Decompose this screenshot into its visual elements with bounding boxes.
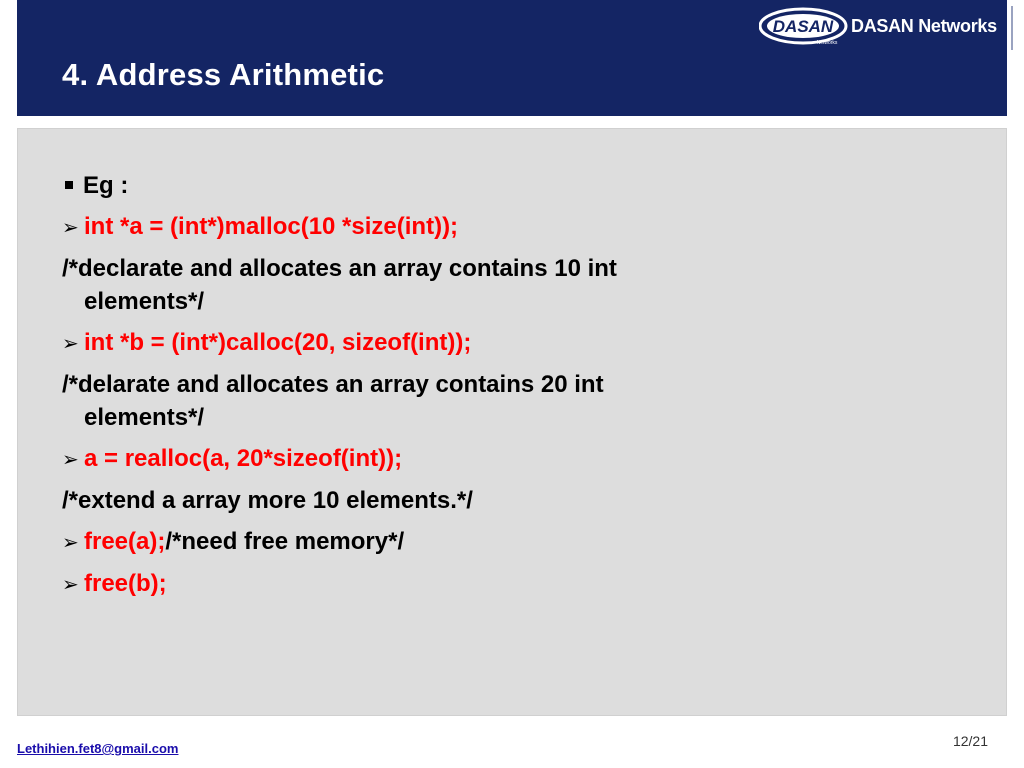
arrow-bullet-icon: ➢: [62, 572, 79, 596]
arrow-bullet-icon: ➢: [62, 215, 79, 239]
comment-2: [62, 368, 762, 434]
dasan-logo-mark: [759, 6, 851, 46]
comment-2-second: elements*/: [84, 404, 205, 431]
comment-3: /*extend a array more 10 elements.*/: [62, 487, 473, 514]
list-item-code-1: [62, 210, 762, 244]
eg-label: Eg :: [83, 172, 129, 199]
arrow-bullet-icon: ➢: [62, 331, 79, 355]
company-logo: [759, 6, 1007, 48]
slide-content: [17, 128, 1007, 716]
arrow-bullet-icon: ➢: [62, 447, 79, 471]
comment-2-first: /*delarate and allocates an array contains 20 int: [62, 371, 604, 398]
code-line-4-comment: /*need free memory*/: [165, 528, 405, 555]
code-line-4: free(a);: [84, 528, 166, 555]
code-line-1: int *a = (int*)malloc(10 *size(int));: [84, 213, 459, 240]
slide-title: 4. Address Arithmetic: [62, 57, 385, 92]
list-item-code-2: [62, 326, 762, 360]
code-line-3: a = realloc(a, 20*sizeof(int));: [84, 445, 403, 472]
code-line-5: free(b);: [84, 570, 167, 597]
list-item-eg: [62, 169, 762, 202]
comment-1-first: /*declarate and allocates an array contains 10 int: [62, 255, 617, 282]
list-item-code-4: [62, 525, 762, 559]
logo-text: DASAN Networks: [851, 16, 997, 36]
footer-email-link[interactable]: Lethihien.fet8@gmail.com: [17, 741, 179, 756]
comment-1-second: elements*/: [84, 288, 205, 315]
code-line-2: int *b = (int*)calloc(20, sizeof(int));: [84, 329, 472, 356]
page-number: 12/21: [952, 733, 988, 749]
logo-mark-subtext: Networks: [816, 40, 838, 46]
list-item-code-5: [62, 567, 762, 601]
comment-1: [62, 252, 762, 318]
content-lines: [62, 169, 762, 609]
list-item-code-3: [62, 442, 762, 476]
slide-header: [17, 0, 1007, 116]
arrow-bullet-icon: ➢: [62, 530, 79, 554]
logo-mark-text: DASAN: [772, 17, 834, 36]
square-bullet-icon: [65, 181, 73, 189]
logo-divider: [1011, 6, 1013, 50]
